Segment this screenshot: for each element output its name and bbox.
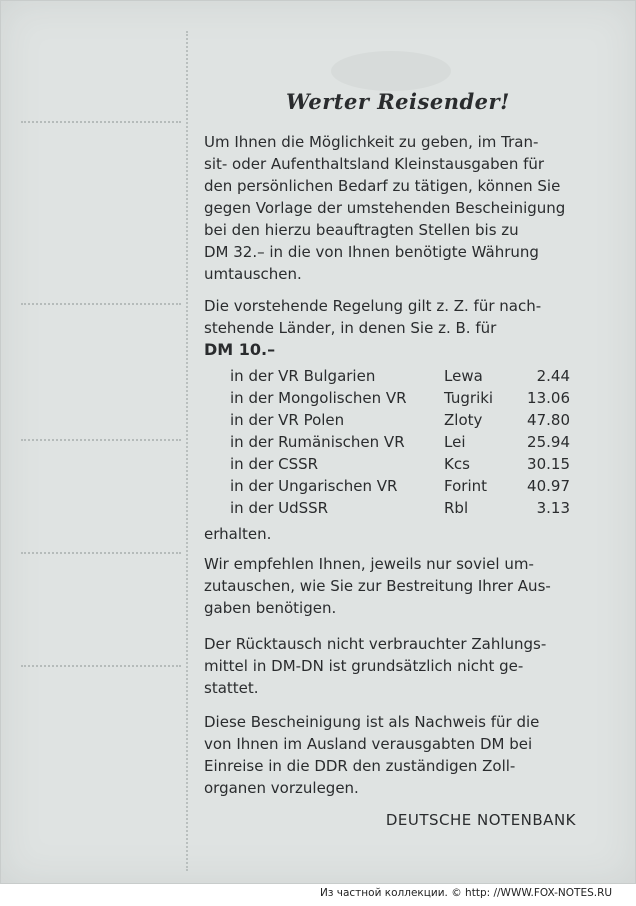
perforation-mark [21, 439, 181, 441]
document-heading: Werter Reisender! [286, 89, 510, 114]
paragraph-reexchange [204, 633, 576, 699]
rate-country: in der Rumänischen VR [230, 433, 405, 451]
rate-currency: Rbl [444, 499, 469, 517]
paragraph-recommendation [204, 553, 576, 619]
rate-row [230, 409, 570, 431]
rate-country: in der UdSSR [230, 499, 329, 517]
issuer-signature: DEUTSCHE NOTENBANK [385, 811, 576, 829]
text-line: mittel in DM-DN ist grundsätzlich nicht ge- [204, 657, 524, 675]
paragraph-exchange-info [204, 131, 576, 285]
rate-currency: Zloty [444, 411, 483, 429]
erhalten-text: erhalten. [204, 525, 272, 543]
text-line: zutauschen, wie Sie zur Bestreitung Ihrer Aus- [204, 577, 551, 595]
rate-row [230, 475, 570, 497]
rate-country: in der VR Bulgarien [230, 367, 376, 385]
paragraph-regulation [204, 295, 576, 339]
text-line: den persönlichen Bedarf zu tätigen, können Sie [204, 177, 561, 195]
text-line: Einreise in die DDR den zuständigen Zoll- [204, 757, 516, 775]
rate-country: in der VR Polen [230, 411, 345, 429]
rate-row [230, 431, 570, 453]
rate-value: 25.94 [527, 433, 570, 451]
rate-country: in der Mongolischen VR [230, 389, 407, 407]
rate-currency: Lewa [444, 367, 483, 385]
rate-row [230, 365, 570, 387]
text-line: DM 32.– in die von Ihnen benötigte Währung [204, 243, 539, 261]
perforation-mark [21, 303, 181, 305]
perforation-mark [21, 665, 181, 667]
rate-country: in der Ungarischen VR [230, 477, 398, 495]
rate-value: 2.44 [536, 367, 570, 385]
rate-row [230, 497, 570, 519]
text-line: sit- oder Aufenthaltsland Kleinstausgaben für [204, 155, 545, 173]
perforation-mark [21, 552, 181, 554]
rate-value: 47.80 [527, 411, 570, 429]
paper-stain [331, 51, 451, 91]
text-line: stattet. [204, 679, 259, 697]
text-line: organen vorzulegen. [204, 779, 359, 797]
text-line: Um Ihnen die Möglichkeit zu geben, im Tran- [204, 133, 539, 151]
text-line: bei den hierzu beauftragten Stellen bis zu [204, 221, 519, 239]
text-line: Diese Bescheinigung ist als Nachweis für die [204, 713, 540, 731]
text-line: Die vorstehende Regelung gilt z. Z. für nach- [204, 297, 542, 315]
rate-currency: Lei [444, 433, 466, 451]
rate-currency: Forint [444, 477, 487, 495]
text-line: gaben benötigen. [204, 599, 337, 617]
rate-currency: Tugriki [444, 389, 494, 407]
rate-value: 3.13 [536, 499, 570, 517]
perforation-mark [21, 121, 181, 123]
rate-value: 40.97 [527, 477, 570, 495]
text-line: Wir empfehlen Ihnen, jeweils nur soviel um- [204, 555, 534, 573]
rate-value: 30.15 [527, 455, 570, 473]
rate-row [230, 453, 570, 475]
amount-label: DM 10.– [204, 340, 276, 359]
footer-credit: Из частной коллекции. © http: //WWW.FOX-NOTES.RU [320, 887, 613, 899]
rate-value: 13.06 [527, 389, 570, 407]
text-line: umtauschen. [204, 265, 302, 283]
rate-row [230, 387, 570, 409]
exchange-rate-table [230, 365, 570, 519]
paragraph-certificate [204, 711, 576, 799]
rate-currency: Kcs [444, 455, 470, 473]
text-line: stehende Länder, in denen Sie z. B. für [204, 319, 497, 337]
text-line: gegen Vorlage der umstehenden Bescheinigung [204, 199, 566, 217]
perforation-line [186, 31, 188, 871]
text-line: von Ihnen im Ausland verausgabten DM bei [204, 735, 533, 753]
text-line: Der Rücktausch nicht verbrauchter Zahlungs- [204, 635, 547, 653]
rate-country: in der CSSR [230, 455, 319, 473]
